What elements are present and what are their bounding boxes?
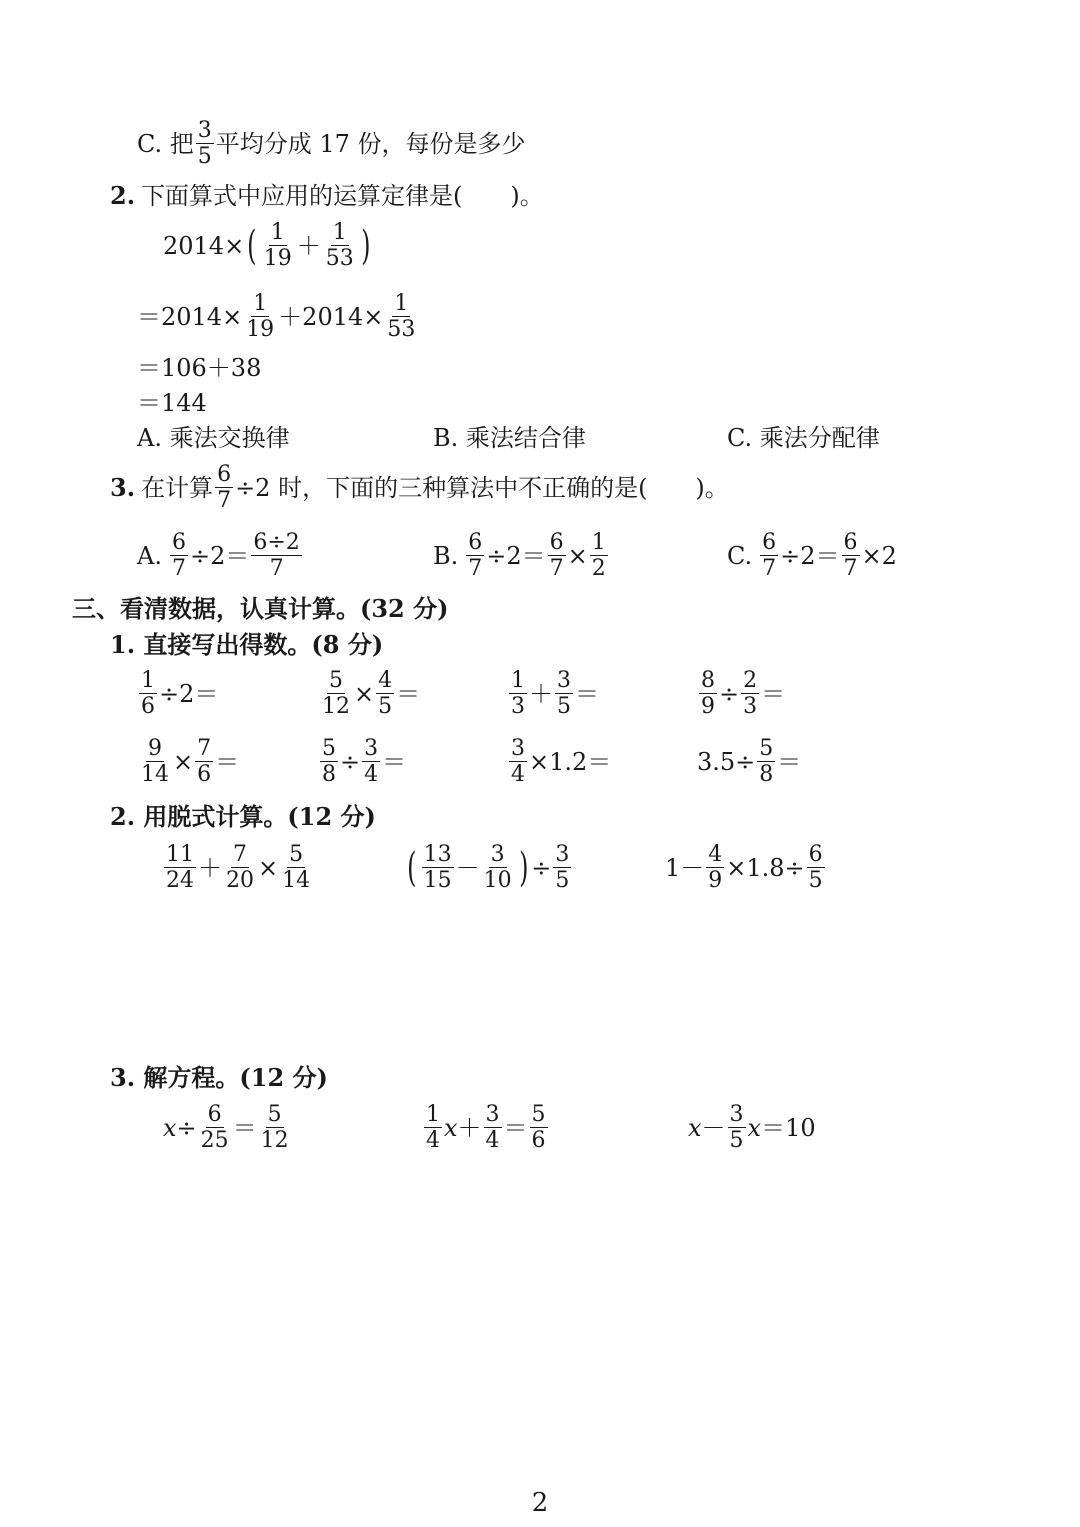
fraction: $\frac{5}{8}$	[322, 736, 336, 787]
fraction: $\frac{6}{7}$	[217, 462, 232, 513]
oral-calc-item: $\frac{5}{8}$ ÷ $\frac{3}{4}$ ＝	[322, 736, 407, 787]
fraction: $\frac{3}{5}$	[557, 668, 571, 719]
q2-step2	[137, 291, 419, 342]
equation-3: x － $\frac{3}{5}$ x ＝10	[688, 1102, 816, 1153]
q1-option-c	[137, 118, 526, 169]
fraction: $\frac{3}{4}$	[364, 736, 379, 787]
calc-expr-1: $\frac{11}{24}$ ＋ $\frac{7}{20}$ × $\frac{5}{14}$	[166, 842, 311, 893]
equation-1: x ÷ $\frac{6}{25}$ ＝ $\frac{5}{12}$	[163, 1102, 289, 1153]
q2-option-a: A. 乘法交换律	[137, 424, 290, 452]
q2-option-c: C. 乘法分配律	[727, 424, 880, 452]
fraction: $\frac{3}{4}$	[511, 736, 525, 787]
expr-text: ＝106＋38	[137, 354, 262, 382]
q3-stem	[110, 462, 729, 513]
option-text: 平均分成 17 份，每份是多少	[215, 129, 526, 158]
oral-calc-item: $\frac{1}{3}$ ＋ $\frac{3}{5}$ ＝	[511, 668, 599, 719]
fraction: $\frac{9}{14}$	[141, 736, 169, 787]
fraction: $\frac{2}{3}$	[743, 668, 758, 719]
question-text: 在计算	[141, 473, 214, 502]
option-label: C. 把	[137, 129, 194, 158]
fraction: $\frac{1}{6}$	[141, 668, 155, 719]
section-3-title: 三、看清数据，认真计算。(32 分)	[72, 594, 449, 623]
calc-expr-2: ( $\frac{13}{15}$ － $\frac{3}{10}$ ) ÷ $\frac{3}{5}$	[407, 842, 570, 893]
sec3-q1-title: 1. 直接写出得数。(8 分)	[110, 630, 384, 659]
page-number: 2	[531, 1488, 549, 1518]
fraction: $\frac{1}{53}$	[325, 220, 354, 271]
fraction: $\frac{5}{8}$	[759, 736, 774, 787]
q3-option-a: A. $\frac{6}{7}$ ÷2＝ $\frac{6\div 2}{7}$	[137, 530, 300, 581]
fraction: $\frac{8}{9}$	[701, 668, 715, 719]
fraction: $\frac{1}{3}$	[511, 668, 525, 719]
question-number: 3.	[110, 472, 136, 502]
fraction: $\frac{1}{53}$	[387, 291, 416, 342]
expr-text: ＝2014×	[137, 302, 243, 331]
oral-calc-item: $\frac{3}{4}$ ×1.2＝	[511, 736, 612, 787]
equation-2: $\frac{1}{4}$ x ＋ $\frac{3}{4}$ ＝ $\frac{5}{6}$	[426, 1102, 546, 1153]
q3-option-c: C. $\frac{6}{7}$ ÷2＝ $\frac{6}{7}$ ×2	[727, 530, 897, 581]
operator: ＋	[296, 231, 321, 260]
q2-step1	[163, 220, 373, 271]
expr-text: 2014×	[163, 231, 245, 260]
oral-calc-item: 3.5÷ $\frac{5}{8}$ ＝	[697, 736, 802, 787]
oral-calc-item: $\frac{5}{12}$ × $\frac{4}{5}$ ＝	[322, 668, 421, 719]
sec3-q3-title: 3. 解方程。(12 分)	[110, 1063, 328, 1092]
fraction: $\frac{5}{12}$	[322, 668, 350, 719]
q2-step3	[137, 356, 261, 380]
expr-text: ＝144	[137, 389, 207, 417]
fraction: $\frac{3}{5}$	[197, 118, 212, 169]
oral-calc-item: $\frac{9}{14}$ × $\frac{7}{6}$ ＝	[141, 736, 240, 787]
question-text: 下面算式中应用的运算定律是( )。	[141, 182, 544, 210]
fraction: $\frac{4}{5}$	[378, 668, 393, 719]
fraction: $\frac{1}{19}$	[263, 220, 292, 271]
q2-stem	[110, 181, 544, 210]
sec3-q2-title: 2. 用脱式计算。(12 分)	[110, 802, 376, 831]
oral-calc-item: $\frac{8}{9}$ ÷ $\frac{2}{3}$ ＝	[701, 668, 786, 719]
question-number: 2.	[110, 181, 136, 210]
fraction: $\frac{1}{19}$	[246, 291, 275, 342]
question-text: ÷2 时，下面的三种算法中不正确的是( )。	[235, 473, 729, 502]
expr-text: ＋2014×	[278, 302, 384, 331]
oral-calc-item: $\frac{1}{6}$ ÷2＝	[141, 668, 219, 719]
paren: )	[360, 222, 371, 269]
q3-option-b: B. $\frac{6}{7}$ ÷2＝ $\frac{6}{7}$ × $\frac{1}{2}$	[433, 530, 606, 581]
fraction: $\frac{7}{6}$	[197, 736, 212, 787]
paren: (	[247, 222, 257, 269]
calc-expr-3: 1－ $\frac{4}{9}$ ×1.8÷ $\frac{6}{5}$	[665, 842, 823, 893]
q2-option-b: B. 乘法结合律	[433, 424, 586, 452]
q2-step4	[137, 391, 207, 415]
